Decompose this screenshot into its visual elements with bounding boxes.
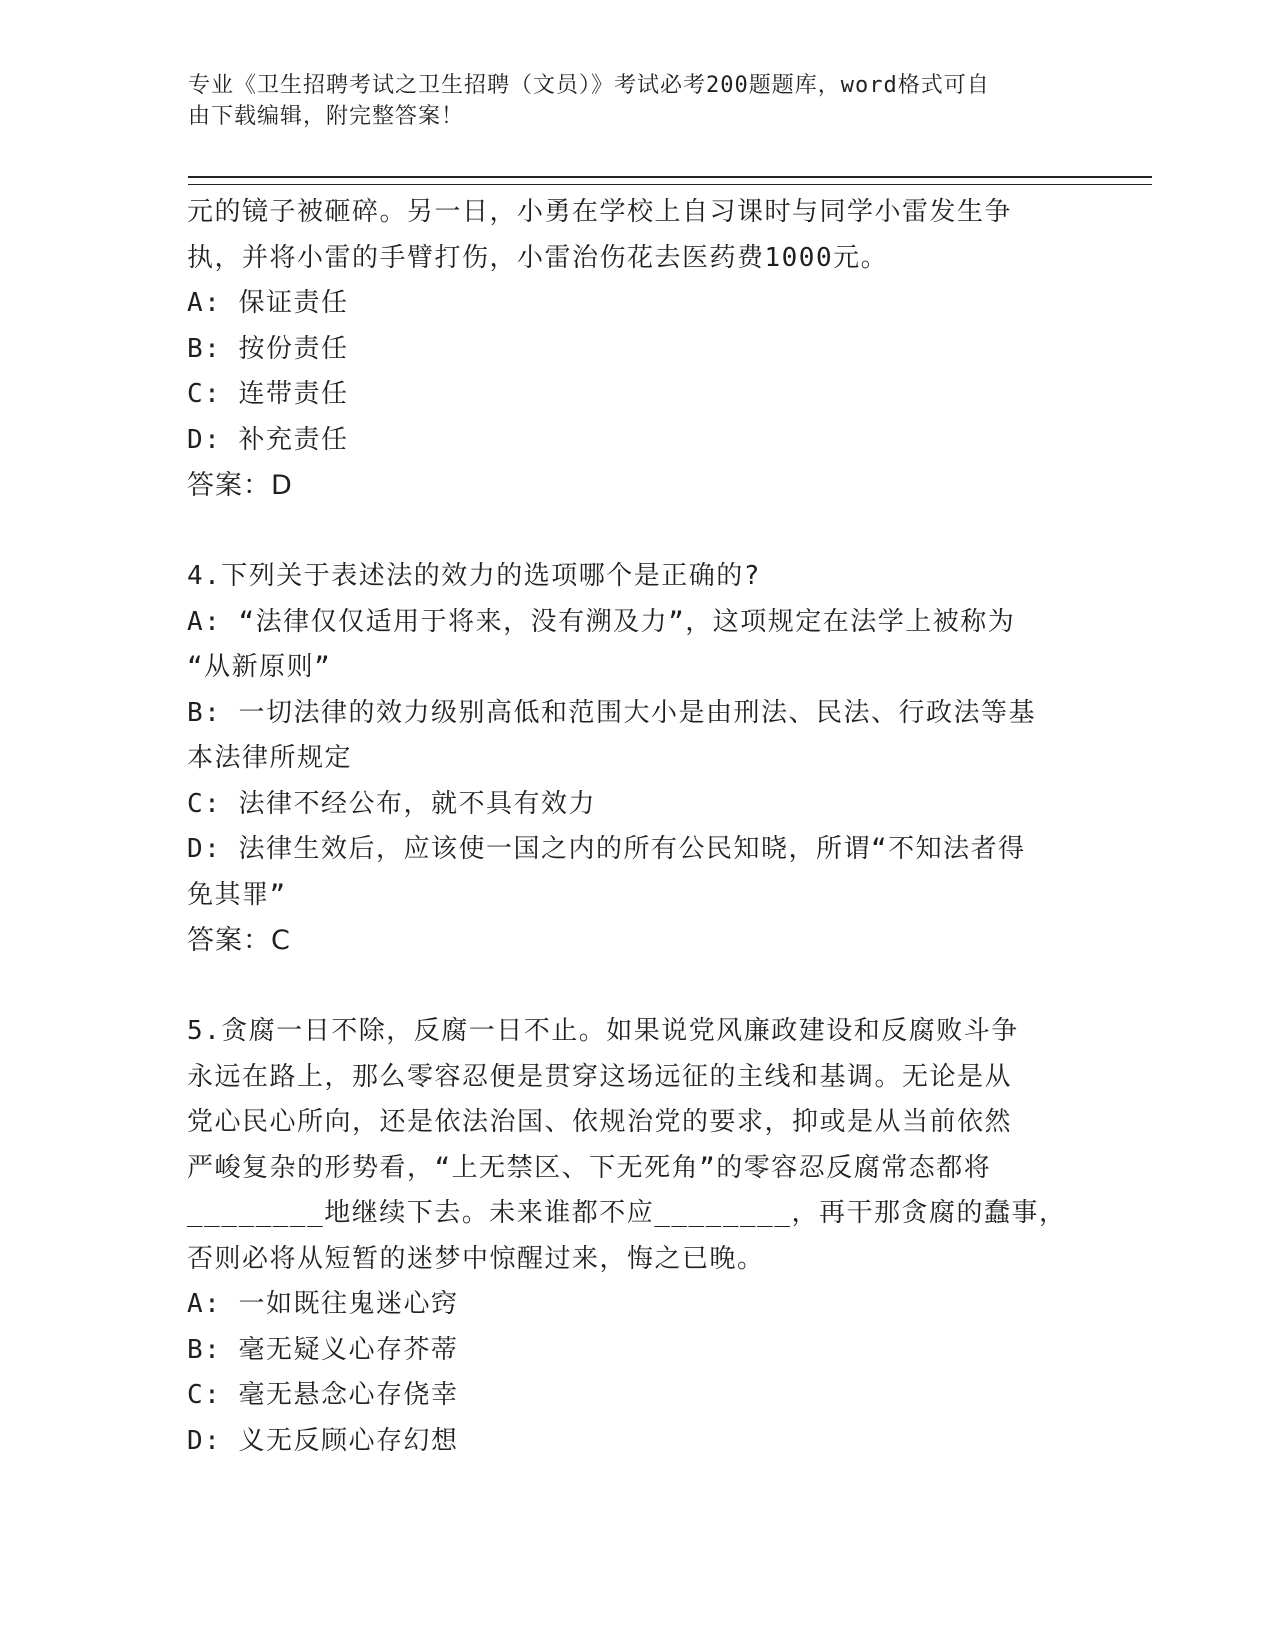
question-5-stem-line-5: ________地继续下去。未来谁都不应________，再干那贪腐的蠢事， [187, 1198, 1067, 1228]
question-5-stem-line-3: 党心民心所向，还是依法治国、依规治党的要求，抑或是从当前依然 [187, 1107, 1013, 1137]
question-4-option-b-line-2: 本法律所规定 [187, 743, 353, 773]
question-3-stem-line-1: 元的镜子被砸碎。另一日，小勇在学校上自习课时与同学小雷发生争 [187, 197, 1013, 227]
question-4-option-c: C: 法律不经公布，就不具有效力 [187, 788, 596, 819]
question-5 [187, 1009, 1077, 1464]
question-5-option-a: A: 一如既往鬼迷心窍 [187, 1289, 459, 1319]
question-4-option-b-line-1: B: 一切法律的效力级别高低和范围大小是由刑法、民法、行政法等基 [187, 697, 1036, 728]
header-divider [188, 176, 1152, 185]
question-4-option-a-line-2: “从新原则” [187, 652, 332, 682]
spacer [187, 964, 1077, 1010]
question-4-option-d-line-1: D: 法律生效后，应该使一国之内的所有公民知晓，所谓“不知法者得 [187, 834, 1026, 864]
question-3-option-a: A: 保证责任 [187, 288, 349, 318]
question-3-option-b: B: 按份责任 [187, 333, 349, 364]
question-5-stem-line-1: 5.贪腐一日不除，反腐一日不止。如果说党风廉政建设和反腐败斗争 [187, 1016, 1019, 1046]
header-title-line-2: 由下载编辑，附完整答案！ [188, 104, 465, 129]
question-5-option-d: D: 义无反顾心存幻想 [187, 1425, 459, 1456]
question-4-answer: 答案：C [187, 925, 291, 956]
question-3-stem-line-2: 执，并将小雷的手臂打伤，小雷治伤花去医药费1000元。 [187, 242, 889, 273]
question-content [187, 190, 1077, 1464]
header-title-line-1: 专业《卫生招聘考试之卫生招聘（文员）》考试必考200题题库，word格式可自 [188, 73, 990, 98]
question-4-option-d-line-2: 免其罪” [187, 879, 287, 910]
document-header [188, 70, 1068, 132]
question-5-stem-line-6: 否则必将从短暂的迷梦中惊醒过来，悔之已晚。 [187, 1243, 765, 1274]
question-4-stem: 4.下列关于表述法的效力的选项哪个是正确的? [187, 561, 761, 591]
question-5-stem-line-2: 永远在路上，那么零容忍便是贯穿这场远征的主线和基调。无论是从 [187, 1061, 1013, 1092]
question-3 [187, 190, 1077, 509]
question-5-option-c: C: 毫无悬念心存侥幸 [187, 1380, 459, 1410]
question-4 [187, 554, 1077, 964]
question-5-option-b: B: 毫无疑义心存芥蒂 [187, 1334, 459, 1365]
question-5-stem-line-4: 严峻复杂的形势看，“上无禁区、下无死角”的零容忍反腐常态都将 [187, 1152, 992, 1183]
question-4-option-a-line-1: A: “法律仅仅适用于将来，没有溯及力”，这项规定在法学上被称为 [187, 606, 1016, 637]
question-3-answer: 答案：D [187, 470, 293, 501]
question-3-option-d: D: 补充责任 [187, 424, 349, 455]
question-3-option-c: C: 连带责任 [187, 379, 349, 409]
spacer [187, 509, 1077, 555]
